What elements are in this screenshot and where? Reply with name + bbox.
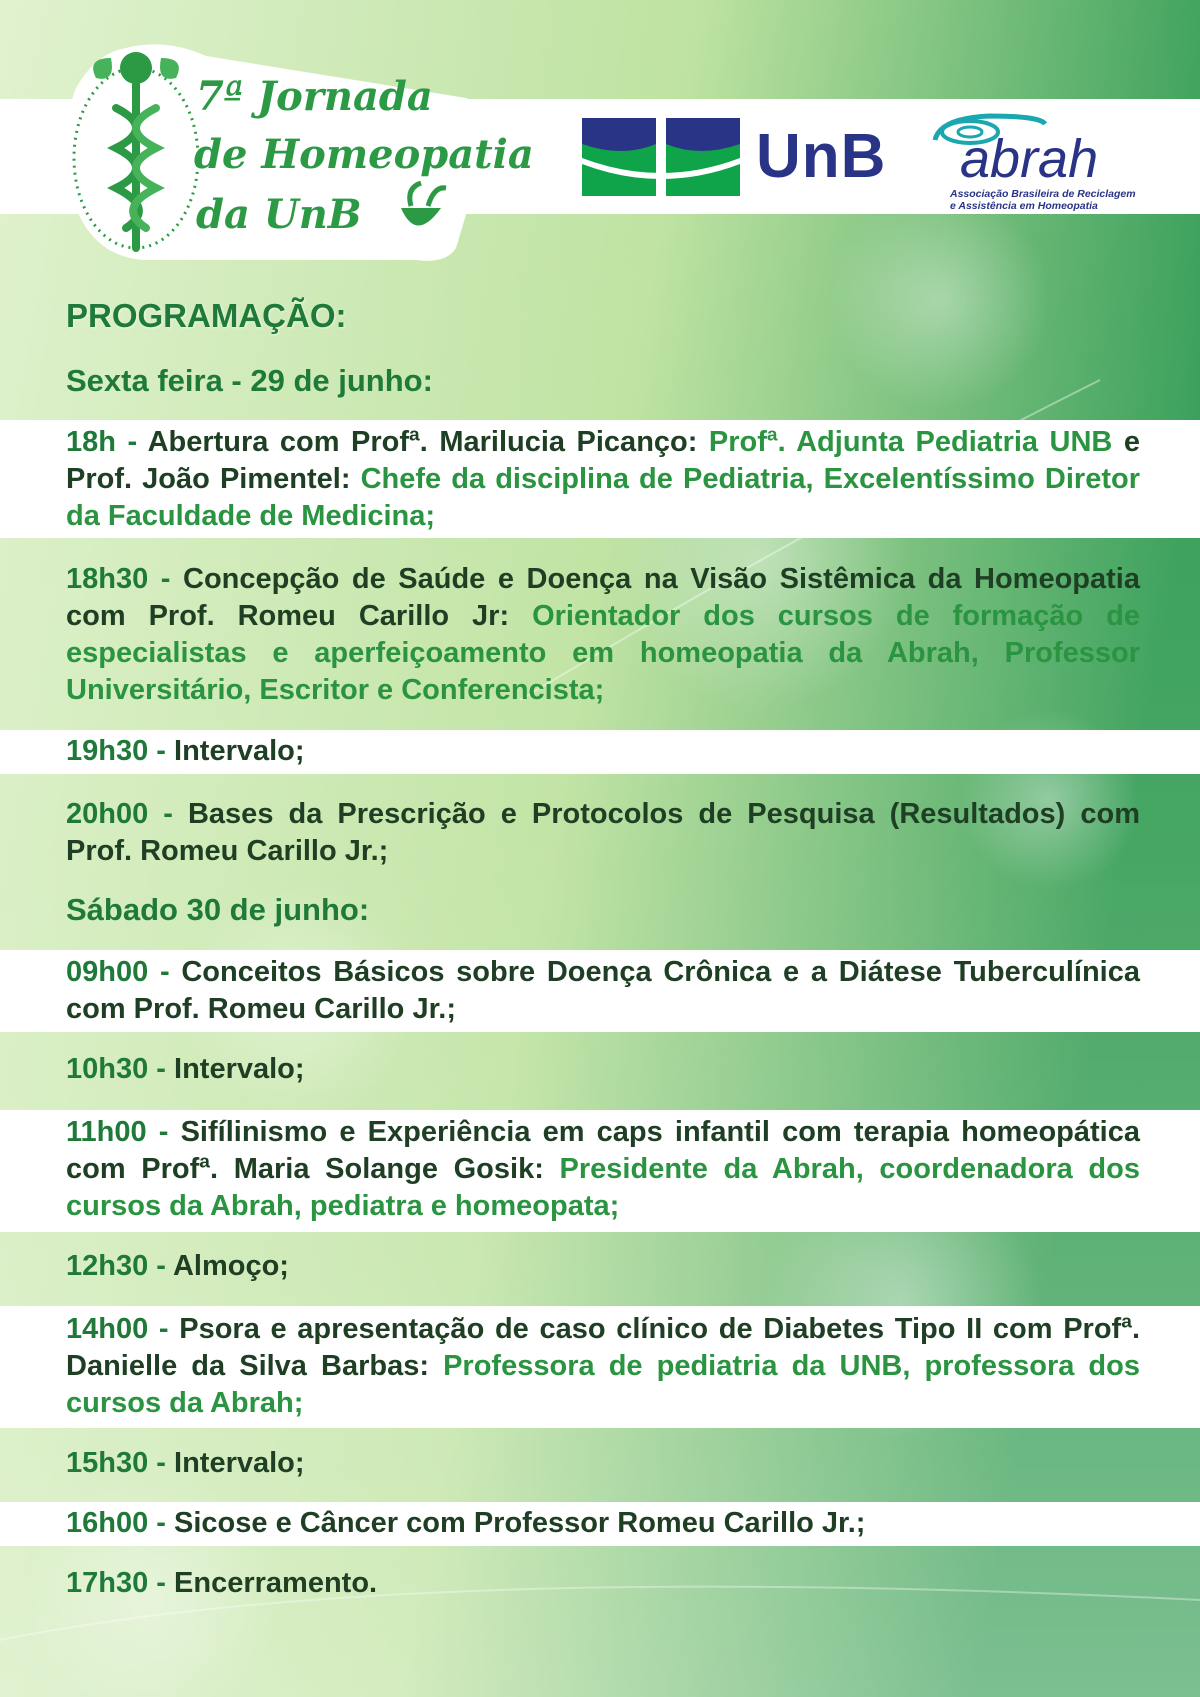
item-sep: -	[148, 1447, 175, 1479]
item-time: 18h	[66, 426, 116, 458]
item-sep: -	[148, 735, 175, 767]
schedule-item	[66, 1311, 1140, 1422]
schedule-item	[66, 733, 1140, 770]
item-time: 12h30	[66, 1250, 149, 1282]
day-heading-friday: Sexta feira - 29 de junho:	[66, 363, 433, 398]
abrah-label: abrah	[960, 129, 1099, 189]
item-sep: -	[115, 426, 148, 458]
item-role: Profª. Adjunta Pediatria UNB	[708, 426, 1113, 458]
item-title: Bases da Prescrição e Protocolos de Pesquisa (Resultados) com Prof. Romeu Carillo Jr.;	[66, 798, 1140, 867]
item-title: Concepção de Saúde e Doença na Visão Sistêmica da Homeopatia com Prof. Romeu Carillo Jr:	[66, 563, 1140, 632]
schedule-item	[66, 424, 1140, 535]
event-logo	[56, 38, 534, 264]
item-role-2: Chefe da disciplina de Pediatria, Excelentíssimo Diretor da Faculdade de Medicina;	[66, 463, 1140, 532]
logo-line2: de Homeopatia	[194, 131, 534, 178]
item-sep: -	[146, 1116, 181, 1148]
item-role: Presidente da Abrah, coordenadora dos cursos da Abrah, pediatra e homeopata;	[66, 1153, 1140, 1222]
schedule-item	[66, 1445, 1140, 1482]
item-title-2: Prof. João Pimentel:	[66, 463, 361, 495]
item-time: 09h00	[66, 956, 149, 988]
item-sep: -	[148, 1507, 175, 1539]
item-time: 10h30	[66, 1053, 149, 1085]
item-time: 20h00	[66, 798, 149, 830]
schedule-item	[66, 561, 1140, 709]
item-title: Sicose e Câncer com Professor Romeu Carillo Jr.;	[174, 1507, 866, 1539]
schedule-item	[66, 1565, 1140, 1602]
abrah-sub-line1: Associação Brasileira de Reciclagem	[950, 188, 1136, 200]
item-title: Intervalo;	[174, 735, 305, 767]
item-time: 16h00	[66, 1507, 149, 1539]
item-sep: -	[148, 798, 188, 830]
schedule-item	[66, 1505, 1140, 1542]
abrah-logo	[930, 110, 1150, 210]
item-sep: -	[148, 1053, 175, 1085]
item-title: Intervalo;	[174, 1447, 305, 1479]
item-sep: -	[148, 1250, 173, 1282]
item-sep: -	[148, 563, 184, 595]
item-role: Professora de pediatria da UNB, professora dos cursos da Abrah;	[66, 1350, 1140, 1419]
abrah-subtitle	[950, 188, 1136, 212]
item-title: Almoço;	[172, 1250, 289, 1282]
item-title: Abertura com Profª. Marilucia Picanço:	[147, 426, 709, 458]
logo-line3: da UnB	[196, 191, 362, 238]
page-title: PROGRAMAÇÃO:	[66, 297, 347, 334]
unb-label: UnB	[756, 122, 887, 191]
item-time: 18h30	[66, 563, 149, 595]
item-title: Encerramento.	[174, 1567, 378, 1599]
unb-logo-mark	[582, 118, 740, 196]
item-title: Conceitos Básicos sobre Doença Crônica e a Diátese Tuberculínica com Prof. Romeu Carillo Jr.;	[66, 956, 1140, 1025]
schedule-item	[66, 1114, 1140, 1225]
item-title: Sifílinismo e Experiência em caps infantil com terapia homeopática com Profª. Maria Solange Gosik:	[66, 1116, 1140, 1185]
item-time: 11h00	[66, 1116, 147, 1148]
item-time: 19h30	[66, 735, 149, 767]
day-heading-saturday: Sábado 30 de junho:	[66, 892, 370, 927]
item-and: e	[1112, 426, 1140, 458]
item-time: 15h30	[66, 1447, 149, 1479]
item-time: 17h30	[66, 1567, 149, 1599]
item-sep: -	[148, 1567, 175, 1599]
item-sep: -	[148, 956, 182, 988]
item-title: Intervalo;	[174, 1053, 305, 1085]
item-time: 14h00	[66, 1313, 149, 1345]
schedule-item	[66, 1248, 1140, 1285]
item-role: Orientador dos cursos de formação de especialistas e aperfeiçoamento em homeopatia da Abrah, Professor Universitário, Escritor e Conferencista;	[66, 600, 1140, 706]
abrah-sub-line2: e Assistência em Homeopatia	[950, 200, 1098, 212]
schedule-item	[66, 954, 1140, 1028]
logo-line1: 7ª Jornada	[196, 73, 433, 120]
schedule-item	[66, 796, 1140, 870]
item-title: Psora e apresentação de caso clínico de Diabetes Tipo II com Profª. Danielle da Silva Barbas:	[66, 1313, 1141, 1382]
schedule-item	[66, 1051, 1140, 1088]
item-sep: -	[148, 1313, 180, 1345]
